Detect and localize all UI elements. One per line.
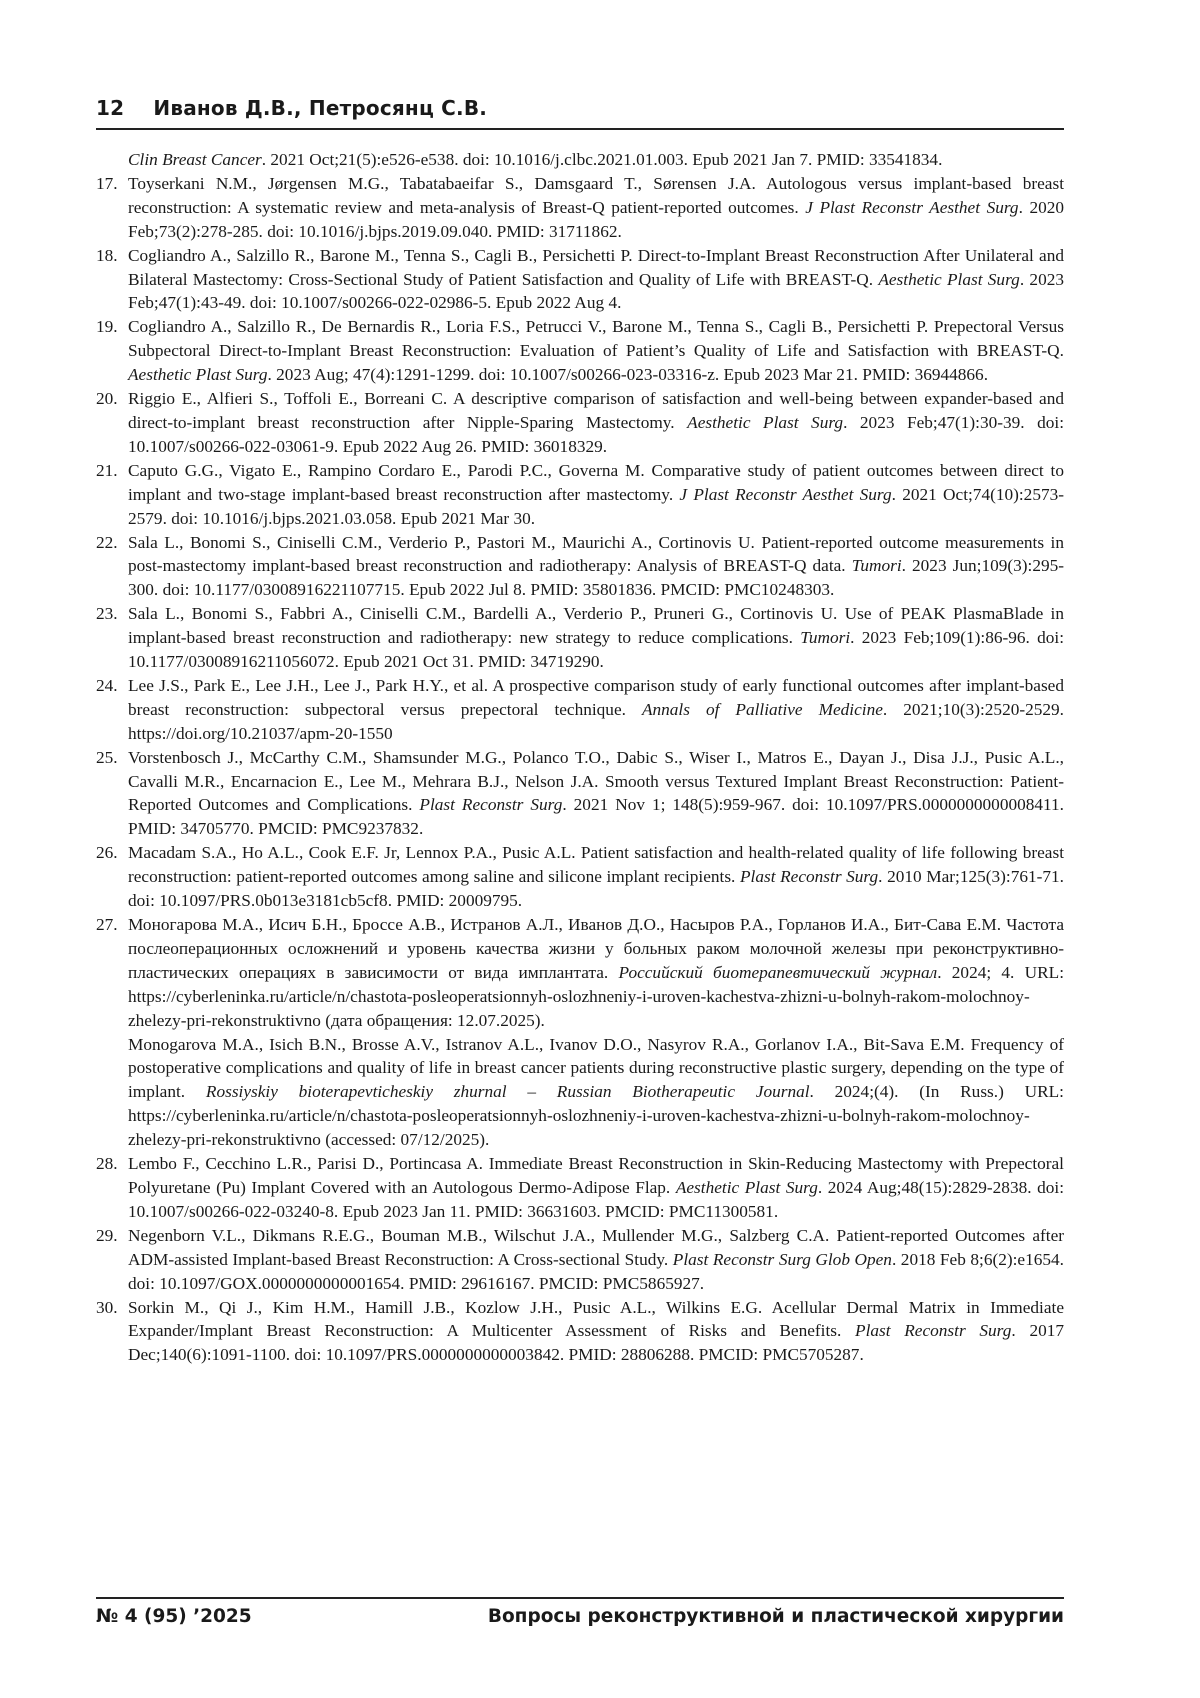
reference-number: 29. [96,1225,118,1245]
reference-text-segment: . 2023 Feb;47(1):43-49. doi: 10.1007/s00266-022-02986-5. Epub 2022 Aug 4. [128,269,1064,313]
reference-text [128,387,1064,459]
reference-source-title: Plast Reconstr Surg [855,1321,1012,1341]
reference-text [128,1296,1064,1368]
reference-translation [96,1033,1064,1153]
reference-number: 26. [96,843,118,863]
reference-text [128,602,1064,674]
reference-text [128,172,1064,244]
reference-item [96,387,1064,459]
reference-item [96,531,1064,603]
reference-text-segment: Моногарова М.А., Исич Б.Н., Броссе А.В., Истранов А.Л., Иванов Д.О., Насыров Р.А., Горланов И.А., Бит-Сава Е.М. Частота послеоперационных осложнений и уровень качества жизни у больных раком молочной железы при реконструктивно-пластических операциях в зависимости от вида имплантата. [128,915,1064,982]
reference-source-title: Aesthetic Plast Surg [687,412,844,432]
reference-number: 21. [96,460,118,480]
reference-number: 30. [96,1297,118,1317]
reference-number: 20. [96,389,118,409]
reference-item [96,1296,1064,1368]
reference-item [96,459,1064,531]
reference-number: 27. [96,915,118,934]
header-authors: Иванов Д.В., Петросянц С.В. [153,96,488,120]
reference-number: 24. [96,675,118,695]
reference-text [128,531,1064,603]
reference-source-title: Aesthetic Plast Surg [128,365,268,385]
reference-number: 25. [96,747,118,767]
reference-text [128,746,1064,842]
reference-number: 18. [96,245,118,265]
reference-item [96,172,1064,244]
reference-item [96,746,1064,842]
reference-text-segment: . 2018 Feb 8;6(2):e1654. doi: 10.1097/GOX.0000000000001654. PMID: 29616167. PMCID: PMC5865927. [128,1249,1064,1293]
reference-text-segment: Sala L., Bonomi S., Fabbri A., Ciniselli C.M., Bardelli A., Verderio P., Pruneri G., Cortinovis U. Use of PEAK PlasmaBlade in implant-based breast reconstruction and radiotherapy: new strategy to reduce complications. [128,604,1064,648]
reference-text-segment: Vorstenbosch J., McCarthy C.M., Shamsunder M.G., Polanco T.O., Dabic S., Wiser I., Matros E., Dayan J., Disa J.J., Pusic A.L., Cavalli M.R., Encarnacion E., Lee M., Mehrara B.J., Nelson J.A. Smooth versus Textured Implant Breast Reconstruction: Patient-Reported Outcomes and Complications. [128,747,1064,815]
reference-text-segment: Toyserkani N.M., Jørgensen M.G., Tabatabaeifar S., Damsgaard T., Sørensen J.A. Autologous versus implant-based breast reconstruction: A systematic review and meta-analysis of Breast-Q patient-reported outcomes. [128,173,1064,217]
reference-item [96,602,1064,674]
reference-source-title: Aesthetic Plast Surg [878,269,1020,289]
reference-text [128,244,1064,316]
reference-source-title: J Plast Reconstr Aesthet Surg [805,197,1019,217]
reference-text [128,913,1064,1033]
reference-number: 28. [96,1154,118,1174]
reference-text-segment: . 2017 Dec;140(6):1091-1100. doi: 10.1097/PRS.0000000000003842. PMID: 28806288. PMCID: PMC5705287. [128,1321,1065,1365]
reference-source-title: Tumori [851,556,902,576]
reference-text-segment: . 2024 Aug;48(15):2829-2838. doi: 10.1007/s00266-022-03240-8. Epub 2023 Jan 11. PMID: 36631603. PMCID: PMC11300581. [128,1177,1064,1221]
reference-text [128,148,1064,172]
reference-item [96,148,1064,172]
reference-text [128,1224,1064,1296]
reference-item [96,913,1064,1033]
reference-text-segment: Lee J.S., Park E., Lee J.H., Lee J., Park H.Y., et al. A prospective comparison study of early functional outcomes after implant-based breast reconstruction: subpectoral versus prepectoral technique. [128,675,1064,719]
reference-text-segment: . 2020 Feb;73(2):278-285. doi: 10.1016/j.bjps.2019.09.040. PMID: 31711862. [128,197,1064,241]
reference-text-segment: Monogarova M.A., Isich B.N., Brosse A.V., Istranov A.L., Ivanov D.O., Nasyrov R.A., Gorlanov I.A., Bit-Sava E.M. Frequency of postoperative complications and quality of life in breast cancer patients during reconstructive plastic surgery, depending on the type of implant. [128,1034,1064,1102]
reference-text-segment: Sorkin M., Qi J., Kim H.M., Hamill J.B., Kozlow J.H., Pusic A.L., Wilkins E.G. Acellular Dermal Matrix in Immediate Expander/Implant Breast Reconstruction: A Multicenter Assessment of Risks and Benefits. [128,1297,1064,1341]
running-header [96,96,1064,120]
page-number: 12 [96,96,125,120]
reference-text-segment: Lembo F., Cecchino L.R., Parisi D., Portincasa A. Immediate Breast Reconstruction in Skin-Reducing Mastectomy with Prepectoral Polyuretane (Pu) Implant Covered with an Autologous Dermo-Adipose Flap. [128,1154,1064,1197]
reference-text [128,459,1064,531]
reference-text-segment: Caputo G.G., Vigato E., Rampino Cordaro E., Parodi P.C., Governa M. Comparative study of patient outcomes between direct to implant and two-stage implant-based breast reconstruction after mastectomy. [128,460,1064,504]
reference-source-title: Российский биотерапевтический журнал [618,962,938,982]
reference-text-segment: . 2024;(4). (In Russ.) URL: https://cyberleninka.ru/article/n/chastota-posleoperatsionnyh-oslozhneniy-i-uroven-kachestva-zhizni-u-bolnyh-rakom-molochnoy-zhelezy-pri-rekonstruktivno (accessed: 07/12/2025). [128,1082,1064,1150]
reference-item [96,315,1064,387]
reference-text-segment: . 2010 Mar;125(3):761-71. doi: 10.1097/PRS.0b013e3181cb5cf8. PMID: 20009795. [128,867,1064,911]
running-footer [96,1606,1064,1627]
reference-item [96,1152,1064,1224]
footer-rule [96,1597,1064,1599]
issue-number: № 4 (95) ’2025 [96,1606,252,1627]
reference-source-title: Aesthetic Plast Surg [675,1177,818,1197]
reference-text-segment: Sala L., Bonomi S., Ciniselli C.M., Verderio P., Pastori M., Maurichi A., Cortinovis U. Patient-reported outcome measurements in post-mastectomy implant-based breast reconstruction and radiotherapy: Analysis of BREAST-Q data. [128,532,1064,576]
reference-text-segment: . 2023 Feb;109(1):86-96. doi: 10.1177/03008916211056072. Epub 2021 Oct 31. PMID: 34719290. [128,628,1064,672]
reference-text-segment: . 2021 Oct;74(10):2573-2579. doi: 10.1016/j.bjps.2021.03.058. Epub 2021 Mar 30. [128,484,1064,528]
reference-text [128,315,1064,387]
reference-list [96,148,1064,1367]
reference-source-title: Rossiyskiy bioterapevticheskiy zhurnal – Russian Biotherapeutic Journal [205,1082,810,1102]
reference-number: 22. [96,532,118,552]
reference-text-segment: . 2023 Aug; 47(4):1291-1299. doi: 10.1007/s00266-023-03316-z. Epub 2023 Mar 21. PMID: 36944866. [267,365,989,385]
reference-source-title: Annals of Palliative Medicine [641,699,883,719]
reference-item [96,244,1064,316]
reference-text [128,674,1064,746]
reference-text-segment: . 2021;10(3):2520-2529. https://doi.org/10.21037/apm-20-1550 [128,699,1064,743]
header-rule [96,128,1064,130]
reference-source-title: Tumori [800,628,851,648]
reference-number: 23. [96,604,118,624]
reference-source-title: Clin Breast Cancer [128,150,262,169]
reference-text-segment: Negenborn V.L., Dikmans R.E.G., Bouman M.B., Wilschut J.A., Mullender M.G., Salzberg C.A. Patient-reported Outcomes after ADM-assisted Implant-based Breast Reconstruction: A Cross-sectional Study. [128,1225,1064,1269]
reference-item [96,841,1064,913]
journal-title: Вопросы реконструктивной и пластической хирургии [487,1606,1064,1627]
reference-text-segment: Cogliandro A., Salzillo R., Barone M., Tenna S., Cagli B., Persichetti P. Direct-to-Implant Breast Reconstruction After Unilateral and Bilateral Mastectomy: Cross-Sectional Study of Patient Satisfaction and Quality of Life with BREAST-Q. [128,245,1064,289]
reference-source-title: J Plast Reconstr Aesthet Surg [679,484,892,504]
reference-text-segment: . 2021 Oct;21(5):e526-e538. doi: 10.1016/j.clbc.2021.01.003. Epub 2021 Jan 7. PMID: 33541834. [261,150,943,169]
reference-item [96,674,1064,746]
reference-number: 17. [96,173,118,193]
reference-text [128,841,1064,913]
reference-text-segment: Cogliandro A., Salzillo R., De Bernardis R., Loria F.S., Petrucci V., Barone M., Tenna S., Cagli B., Persichetti P. Prepectoral Versus Subpectoral Direct-to-Implant Breast Reconstruction: Evaluation of Patient’s Quality of Life and Satisfaction with BREAST-Q. [128,317,1064,361]
reference-number: 19. [96,317,118,337]
reference-text-segment: . 2023 Feb;47(1):30-39. doi: 10.1007/s00266-022-03061-9. Epub 2022 Aug 26. PMID: 36018329. [128,412,1065,456]
reference-text-segment: . 2021 Nov 1; 148(5):959-967. doi: 10.1097/PRS.0000000000008411. PMID: 34705770. PMCID: PMC9237832. [128,795,1064,839]
reference-text-segment: . 2024; 4. URL: https://cyberleninka.ru/article/n/chastota-posleoperatsionnyh-oslozhneniy-i-uroven-kachestva-zhizni-u-bolnyh-rakom-molochnoy-zhelezy-pri-rekonstruktivno (дата обращения: 12.07.2025). [128,962,1064,1030]
reference-source-title: Plast Reconstr Surg Glob Open [672,1249,892,1269]
reference-text-segment: Riggio E., Alfieri S., Toffoli E., Borreani C. A descriptive comparison of satisfaction and well-being between expander-based and direct-to-implant breast reconstruction after Nipple-Sparing Mastectomy. [128,389,1064,432]
reference-text-segment: . 2023 Jun;109(3):295-300. doi: 10.1177/03008916221107715. Epub 2022 Jul 8. PMID: 35801836. PMCID: PMC10248303. [128,556,1064,600]
reference-text-segment: Macadam S.A., Ho A.L., Cook E.F. Jr, Lennox P.A., Pusic A.L. Patient satisfaction and health-related quality of life following breast reconstruction: patient-reported outcomes among saline and silicone implant recipients. [128,843,1064,887]
reference-source-title: Plast Reconstr Surg [419,795,563,815]
reference-text [128,1152,1064,1224]
reference-source-title: Plast Reconstr Surg [739,867,879,887]
reference-item [96,1224,1064,1296]
